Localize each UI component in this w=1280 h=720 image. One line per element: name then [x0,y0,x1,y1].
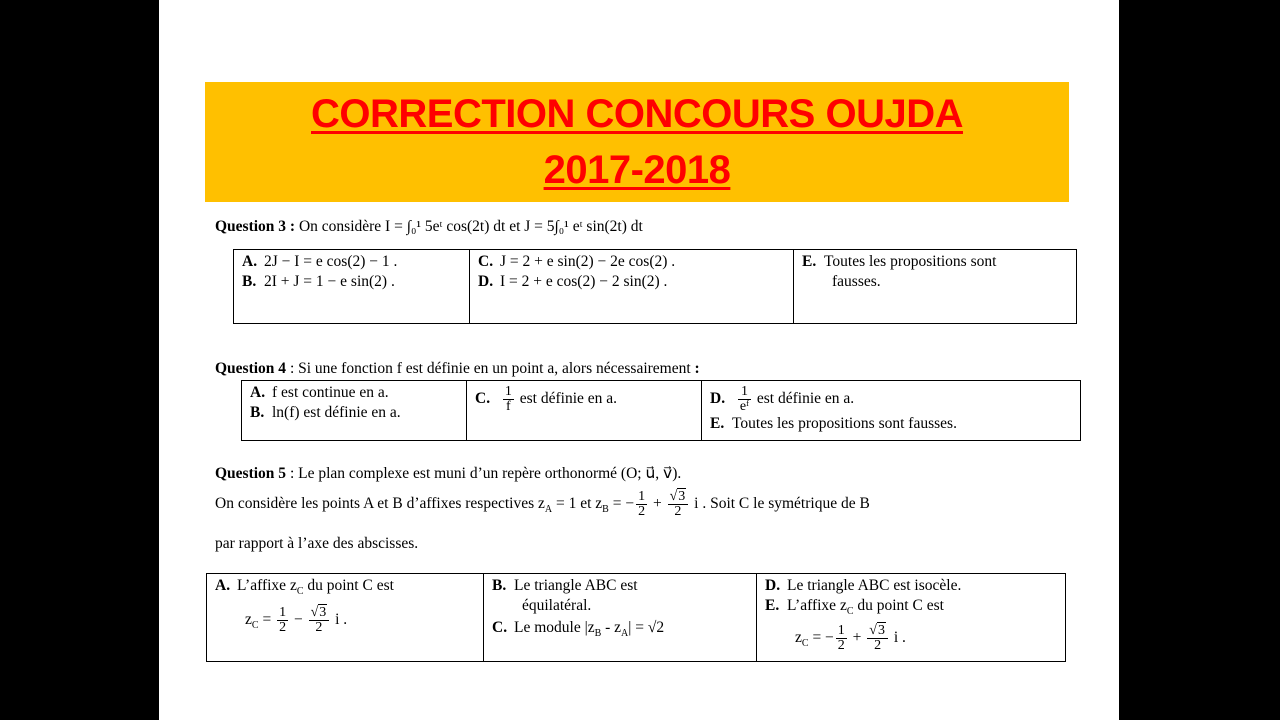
document-page [159,0,1119,720]
question-5-line-2: On considère les points A et B d’affixes respectives $z_A = 1$ et $z_B$ = − $\frac{1}{2}$ + $\frac{√3}{2}$ i . Soit C le symétrique de B [215,489,870,519]
q5-cell-a [207,574,484,662]
q4-cell-de [702,381,1081,441]
question-5-statement: Question 5 : Le plan complexe est muni d’un repère orthonormé (O; u⃗, v⃗). [215,465,682,482]
q5-option-a-formula: $z_C$ = $\frac{1}{2}$ − $\frac{√3}{2}$ i . [245,605,348,636]
q5-option-e[interactable]: E. L’affixe $z_C$ du point C est [765,597,944,618]
q4-cell-ab [242,381,467,441]
q3-option-e[interactable]: E. Toutes les propositions sont [802,253,997,270]
title-line-2: 2017-2018 [543,148,731,192]
q5-option-b[interactable]: B. Le triangle ABC est [492,577,638,594]
q4-option-c[interactable]: C. $\frac{1}{f}$ est définie en a. [475,384,618,414]
q5-option-e-formula: $z_C$ = − $\frac{1}{2}$ + $\frac{√3}{2}$ i . [795,623,906,654]
q3-option-c[interactable]: C. J = 2 + e sin(2) − 2e cos(2) . [478,253,676,270]
q4-option-e[interactable]: E. Toutes les propositions sont fausses. [710,415,957,432]
q5-option-a[interactable]: A. L’affixe $z_C$ du point C est [215,577,394,598]
q4-cell-c [467,381,702,441]
title-banner [205,82,1069,202]
q3-option-a[interactable]: A. 2J − I = e cos(2) − 1 . [242,253,398,270]
q3-option-b[interactable]: B. 2I + J = 1 − e sin(2) . [242,273,395,290]
q4-option-a[interactable]: A. f est continue en a. [250,384,389,401]
q3-option-e-cont: fausses. [832,273,881,290]
q3-cell-ab [234,250,470,324]
title-line-1: CORRECTION CONCOURS OUJDA [311,92,963,136]
q4-option-d[interactable]: D. $\frac{1}{\text{eᶠ}}$ est définie en a. [710,384,855,414]
q5-option-b-cont: équilatéral. [522,597,592,614]
q3-cell-e [794,250,1077,324]
question-5-options [206,573,1066,662]
question-4-statement: Question 4 : Si une fonction f est définie en un point a, alors nécessairement : [215,360,700,377]
q5-option-d[interactable]: D. Le triangle ABC est isocèle. [765,577,962,594]
q5-option-c[interactable]: C. Le module $|z_B - z_A| = √2$ [492,619,665,640]
question-4-options [241,380,1081,441]
q5-cell-bc [484,574,757,662]
q4-option-b[interactable]: B. ln(f) est définie en a. [250,404,401,421]
q3-option-d[interactable]: D. I = 2 + e cos(2) − 2 sin(2) . [478,273,668,290]
question-3-statement: Question 3 : On considère I = ∫₀¹ 5eᵗ cos(2t) dt et J = 5∫₀¹ eᵗ sin(2t) dt [215,218,643,235]
q3-cell-cd [470,250,794,324]
question-5-line-3: par rapport à l’axe des abscisses. [215,535,419,552]
question-3-options [233,249,1077,324]
q5-cell-de [757,574,1066,662]
